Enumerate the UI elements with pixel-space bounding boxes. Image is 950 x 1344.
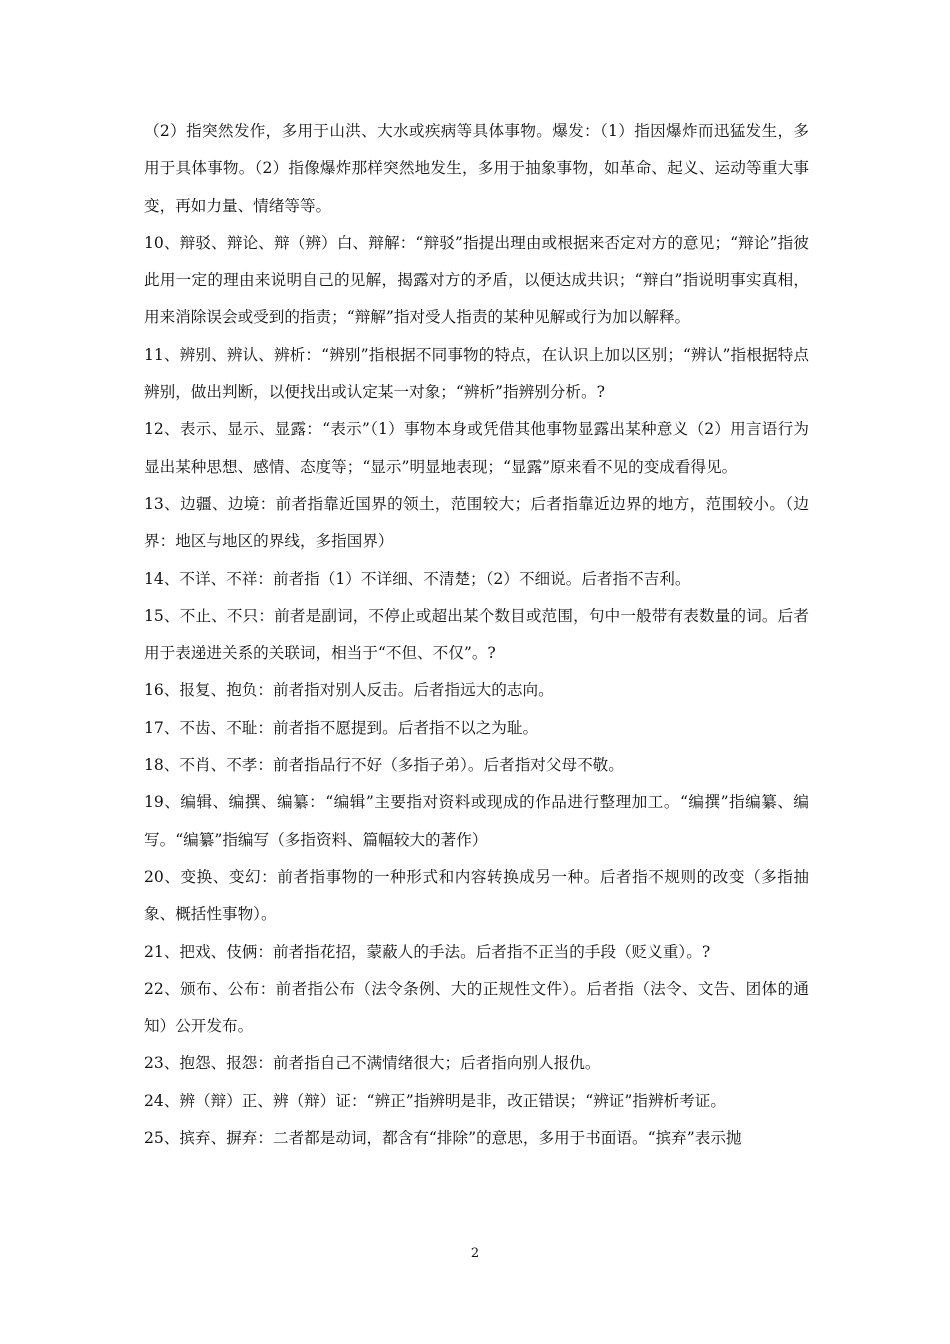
- paragraph-item-24: 24、辨（辩）正、辨（辩）证：“辨正”指辨明是非，改正错误；“辨证”指辨析考证。: [144, 1091, 726, 1110]
- paragraph-item-18: 18、不肖、不孝：前者指品行不好（多指子弟）。后者指对父母不敬。: [144, 756, 624, 775]
- paragraph-item-20: 20、变换、变幻：前者指事物的一种形式和内容转换成另一种。后者指不规则的改变（多指抽象、概括性事物）。: [144, 867, 809, 924]
- paragraph-item-19: 19、编辑、编撰、编纂：“编辑”主要指对资料或现成的作品进行整理加工。“编撰”指编纂、编写。“编纂”指编写（多指资料、篇幅较大的著作）: [144, 793, 809, 849]
- paragraph-item-10: 10、辩驳、辩论、辩（辨）白、辩解：“辩驳”指提出理由或根据来否定对方的意见；“辩论”指彼此用一定的理由来说明自己的见解，揭露对方的矛盾，以便达成共识；“辩白”指说明事实真相，用来消除误会或受到的指责；“辩解”指对受人指责的某种见解或行为加以解释。: [144, 233, 809, 327]
- paragraph-item-22: 22、颁布、公布：前者指公布（法令条例、大的正规性文件）。后者指（法令、文告、团体的通知）公开发布。: [144, 979, 809, 1036]
- paragraph-item-13: 13、边疆、边境：前者指靠近国界的领土，范围较大；后者指靠近边界的地方，范围较小。（边界：地区与地区的界线，多指国界）: [144, 494, 809, 551]
- page-body: [144, 113, 809, 1157]
- page-number: 2: [470, 1246, 480, 1261]
- paragraph-item-17: 17、不齿、不耻：前者指不愿提到。后者指不以之为耻。: [144, 718, 539, 737]
- paragraph-item-23: 23、抱怨、报怨：前者指自己不满情绪很大；后者指向别人报仇。: [144, 1054, 601, 1073]
- paragraph-item-12: 12、表示、显示、显露：“表示”（1）事物本身或凭借其他事物显露出某种意义（2）用言语行为显出某种思想、感情、态度等；“显示”明显地表现；“显露”原来看不见的变成看得见。: [144, 420, 809, 476]
- paragraph-item-21: 21、把戏、伎俩：前者指花招，蒙蔽人的手法。后者指不正当的手段（贬义重）。?: [144, 942, 711, 961]
- paragraph-item-25: 25、摈弃、摒弃：二者都是动词，都含有“排除”的意思，多用于书面语。“摈弃”表示抛: [144, 1129, 742, 1148]
- paragraph-item-14: 14、不详、不祥：前者指（1）不详细、不清楚；（2）不细说。后者指不吉利。: [144, 569, 691, 588]
- paragraph-item-16: 16、报复、抱负：前者指对别人反击。后者指远大的志向。: [144, 681, 554, 700]
- paragraph-continuation-baofa: （2）指突然发作，多用于山洪、大水或疾病等具体事物。爆发：（1）指因爆炸而迅猛发生，多用于具体事物。（2）指像爆炸那样突然地发生，多用于抽象事物，如革命、起义、运动等重大事变，再如力量、情绪等等。: [144, 122, 809, 215]
- paragraph-item-15: 15、不止、不只：前者是副词，不停止或超出某个数目或范围，句中一般带有表数量的词。后者用于表递进关系的关联词，相当于“不但、不仅”。?: [144, 606, 809, 663]
- paragraph-item-11: 11、辨别、辨认、辨析：“辨别”指根据不同事物的特点，在认识上加以区别；“辨认”指根据特点辨别，做出判断，以便找出或认定某一对象；“辨析”指辨别分析。?: [144, 345, 809, 402]
